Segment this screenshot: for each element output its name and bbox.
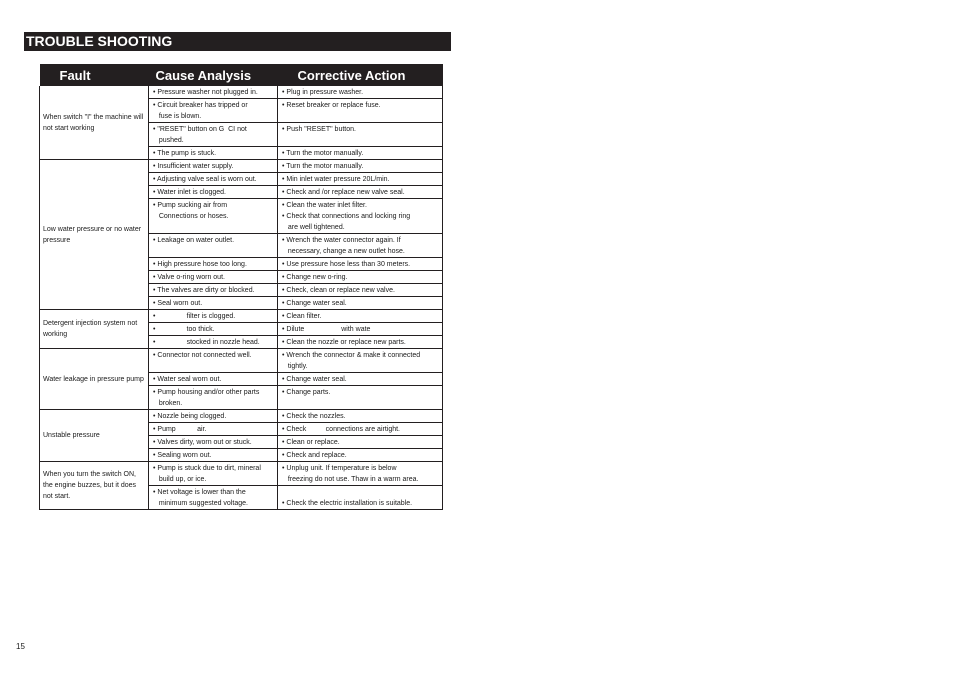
action-cell: • Plug in pressure washer. (278, 86, 443, 99)
table-row (40, 310, 443, 323)
page-number: 15 (16, 642, 25, 651)
section-title: TROUBLE SHOOTING (24, 32, 451, 51)
action-cell: • Check the electric installation is suitable. (278, 486, 443, 510)
action-cell: • Reset breaker or replace fuse. (278, 99, 443, 123)
cause-cell: • Pressure washer not plugged in. (149, 86, 278, 99)
table-header (40, 64, 443, 86)
action-cell: • Min inlet water pressure 20L/min. (278, 173, 443, 186)
cause-cell: • Pump is stuck due to dirt, mineral build up, or ice. (149, 462, 278, 486)
cause-cell: • Pump sucking air from Connections or hoses. (149, 199, 278, 234)
fault-cell: Unstable pressure (40, 410, 149, 462)
action-cell: • Turn the motor manually. (278, 160, 443, 173)
cause-cell: • stocked in nozzle head. (149, 336, 278, 349)
cause-cell: • Circuit breaker has tripped or fuse is blown. (149, 99, 278, 123)
cause-cell: • Valves dirty, worn out or stuck. (149, 436, 278, 449)
cause-cell: • Water seal worn out. (149, 373, 278, 386)
cause-cell: • Sealing worn out. (149, 449, 278, 462)
action-cell: • Change parts. (278, 386, 443, 410)
cause-cell: • Nozzle being clogged. (149, 410, 278, 423)
action-cell: • Turn the motor manually. (278, 147, 443, 160)
cause-cell: • Connector not connected well. (149, 349, 278, 373)
header-fault: Fault (40, 64, 149, 86)
header-cause-analysis: Cause Analysis (149, 64, 278, 86)
action-cell: • Change new o-ring. (278, 271, 443, 284)
action-cell: • Dilute with wate (278, 323, 443, 336)
header-corrective-action: Corrective Action (278, 64, 443, 86)
cause-cell: • filter is clogged. (149, 310, 278, 323)
cause-cell: • Net voltage is lower than the minimum suggested voltage. (149, 486, 278, 510)
cause-cell: • Leakage on water outlet. (149, 234, 278, 258)
header-row (40, 64, 443, 86)
table-row (40, 410, 443, 423)
table-row (40, 462, 443, 486)
troubleshooting-table (39, 64, 443, 510)
action-cell: • Wrench the water connector again. If necessary, change a new outlet hose. (278, 234, 443, 258)
action-cell: • Check connections are airtight. (278, 423, 443, 436)
cause-cell: • Adjusting valve seal is worn out. (149, 173, 278, 186)
action-cell: • Check and replace. (278, 449, 443, 462)
cause-cell: • The valves are dirty or blocked. (149, 284, 278, 297)
action-cell: • Use pressure hose less than 30 meters. (278, 258, 443, 271)
table-body (40, 86, 443, 510)
table-row (40, 86, 443, 99)
fault-cell: Low water pressure or no water pressure (40, 160, 149, 310)
cause-cell: • Water inlet is clogged. (149, 186, 278, 199)
action-cell: • Check and /or replace new valve seal. (278, 186, 443, 199)
fault-cell: When you turn the switch ON, the engine buzzes, but it does not start. (40, 462, 149, 510)
action-cell: • Unplug unit. If temperature is below freezing do not use. Thaw in a warm area. (278, 462, 443, 486)
cause-cell: • too thick. (149, 323, 278, 336)
fault-cell: Detergent injection system not working (40, 310, 149, 349)
cause-cell: • High pressure hose too long. (149, 258, 278, 271)
action-cell: • Wrench the connector & make it connected tightly. (278, 349, 443, 373)
action-cell: • Check the nozzles. (278, 410, 443, 423)
cause-cell: • Pump air. (149, 423, 278, 436)
cause-cell: • Insufficient water supply. (149, 160, 278, 173)
cause-cell: • The pump is stuck. (149, 147, 278, 160)
action-cell: • Push "RESET" button. (278, 123, 443, 147)
table-row (40, 160, 443, 173)
cause-cell: • Pump housing and/or other parts broken. (149, 386, 278, 410)
action-cell: • Change water seal. (278, 373, 443, 386)
fault-cell: Water leakage in pressure pump (40, 349, 149, 410)
table-row (40, 349, 443, 373)
action-cell: • Check, clean or replace new valve. (278, 284, 443, 297)
cause-cell: • "RESET" button on G CI not pushed. (149, 123, 278, 147)
cause-cell: • Seal worn out. (149, 297, 278, 310)
action-cell: • Change water seal. (278, 297, 443, 310)
cause-cell: • Valve o-ring worn out. (149, 271, 278, 284)
action-cell: • Clean the water inlet filter. • Check that connections and locking ring are well tightened. (278, 199, 443, 234)
action-cell: • Clean the nozzle or replace new parts. (278, 336, 443, 349)
fault-cell: When switch "I" the machine will not start working (40, 86, 149, 160)
action-cell: • Clean or replace. (278, 436, 443, 449)
action-cell: • Clean filter. (278, 310, 443, 323)
